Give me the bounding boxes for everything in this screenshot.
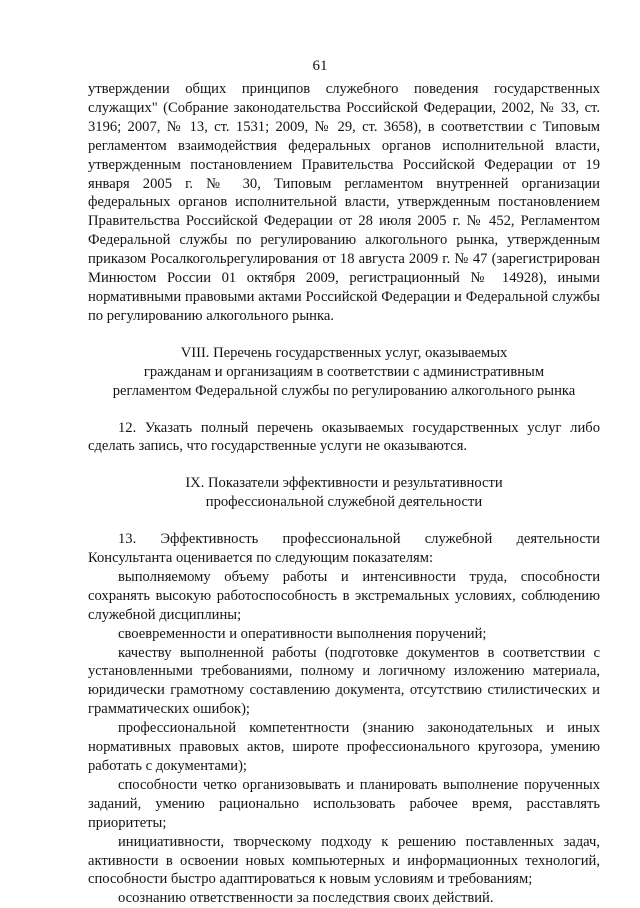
criterion-item: профессиональной компетентности (знанию законодательных и иных нормативных правовых актов, широте профессионального кругозора, умению работать с документами); [88, 720, 600, 774]
criterion-item: инициативности, творческому подходу к решению поставленных задач, активности в освоении новых компьютерных и информационных технологий, способности быстро адаптироваться к новым условиям и требованиям; [88, 833, 600, 888]
section-9-heading-line-1: IX. Показатели эффективности и результативности [185, 475, 503, 492]
criterion-item: качеству выполненной работы (подготовке документов в соответствии с установленными требованиями, полному и логичному изложению материала, юридически грамотному составлению документа, отсутствию стилистических и грамматических ошибок); [88, 644, 600, 718]
section-8-heading-line-1: VIII. Перечень государственных услуг, оказываемых [180, 344, 508, 361]
intro-paragraph: утверждении общих принципов служебного поведения государственных служащих" (Собрание законодательства Российской Федерации, 2002, № 33, ст. 3196; 2007, № 13, ст. 1531; 2009, № 29, ст. 3658), в соответствии с Типовым регламентом взаимодействия федеральных органов исполнительной власти, утвержденным постановлением Правительства Российской Федерации от 19 января 2005 г. № 30, Типовым регламентом внутренней организации федеральных органов исполнительной власти, утвержденным постановлением Правительства Российской Федерации от 28 июля 2005 г. № 452, Регламентом Федеральной службы по регулированию алкогольного рынка, утвержденным приказом Росалкогольрегулирования от 18 августа 2009 г. № 47 (зарегистрирован Минюстом России 01 октября 2009, регистрационный № 14928), иными нормативными правовыми актами Российской Федерации и Федеральной службы по регулированию алкогольного рынка. [88, 81, 600, 324]
section-8-heading-line-3: регламентом Федеральной службы по регулированию алкогольного рынка [112, 382, 576, 399]
section-9-heading-line-2: профессиональной служебной деятельности [205, 494, 483, 511]
section-9-heading [88, 474, 600, 512]
section-8-heading-line-2: гражданам и организациям в соответствии с административным [143, 363, 545, 380]
criterion-item: осознанию ответственности за последствия своих действий. [118, 890, 494, 907]
section-8-paragraph: 12. Указать полный перечень оказываемых государственных услуг либо сделать запись, что государственные услуги не оказываются. [88, 419, 600, 455]
document-body [88, 80, 600, 908]
criteria-list [88, 568, 600, 908]
criterion-item: своевременности и оперативности выполнения поручений; [118, 625, 487, 642]
section-9-intro-paragraph: 13. Эффективность профессиональной служебной деятельности Консультанта оценивается по следующим показателям: [88, 531, 600, 567]
criterion-item: способности четко организовывать и планировать выполнение порученных заданий, умению рационально использовать рабочее время, расставлять приоритеты; [88, 776, 600, 831]
page-number: 61 [312, 58, 328, 74]
section-8-heading [88, 344, 600, 401]
criterion-item: выполняемому объему работы и интенсивности труда, способности сохранять высокую работоспособность в экстремальных условиях, соблюдению служебной дисциплины; [88, 568, 600, 623]
